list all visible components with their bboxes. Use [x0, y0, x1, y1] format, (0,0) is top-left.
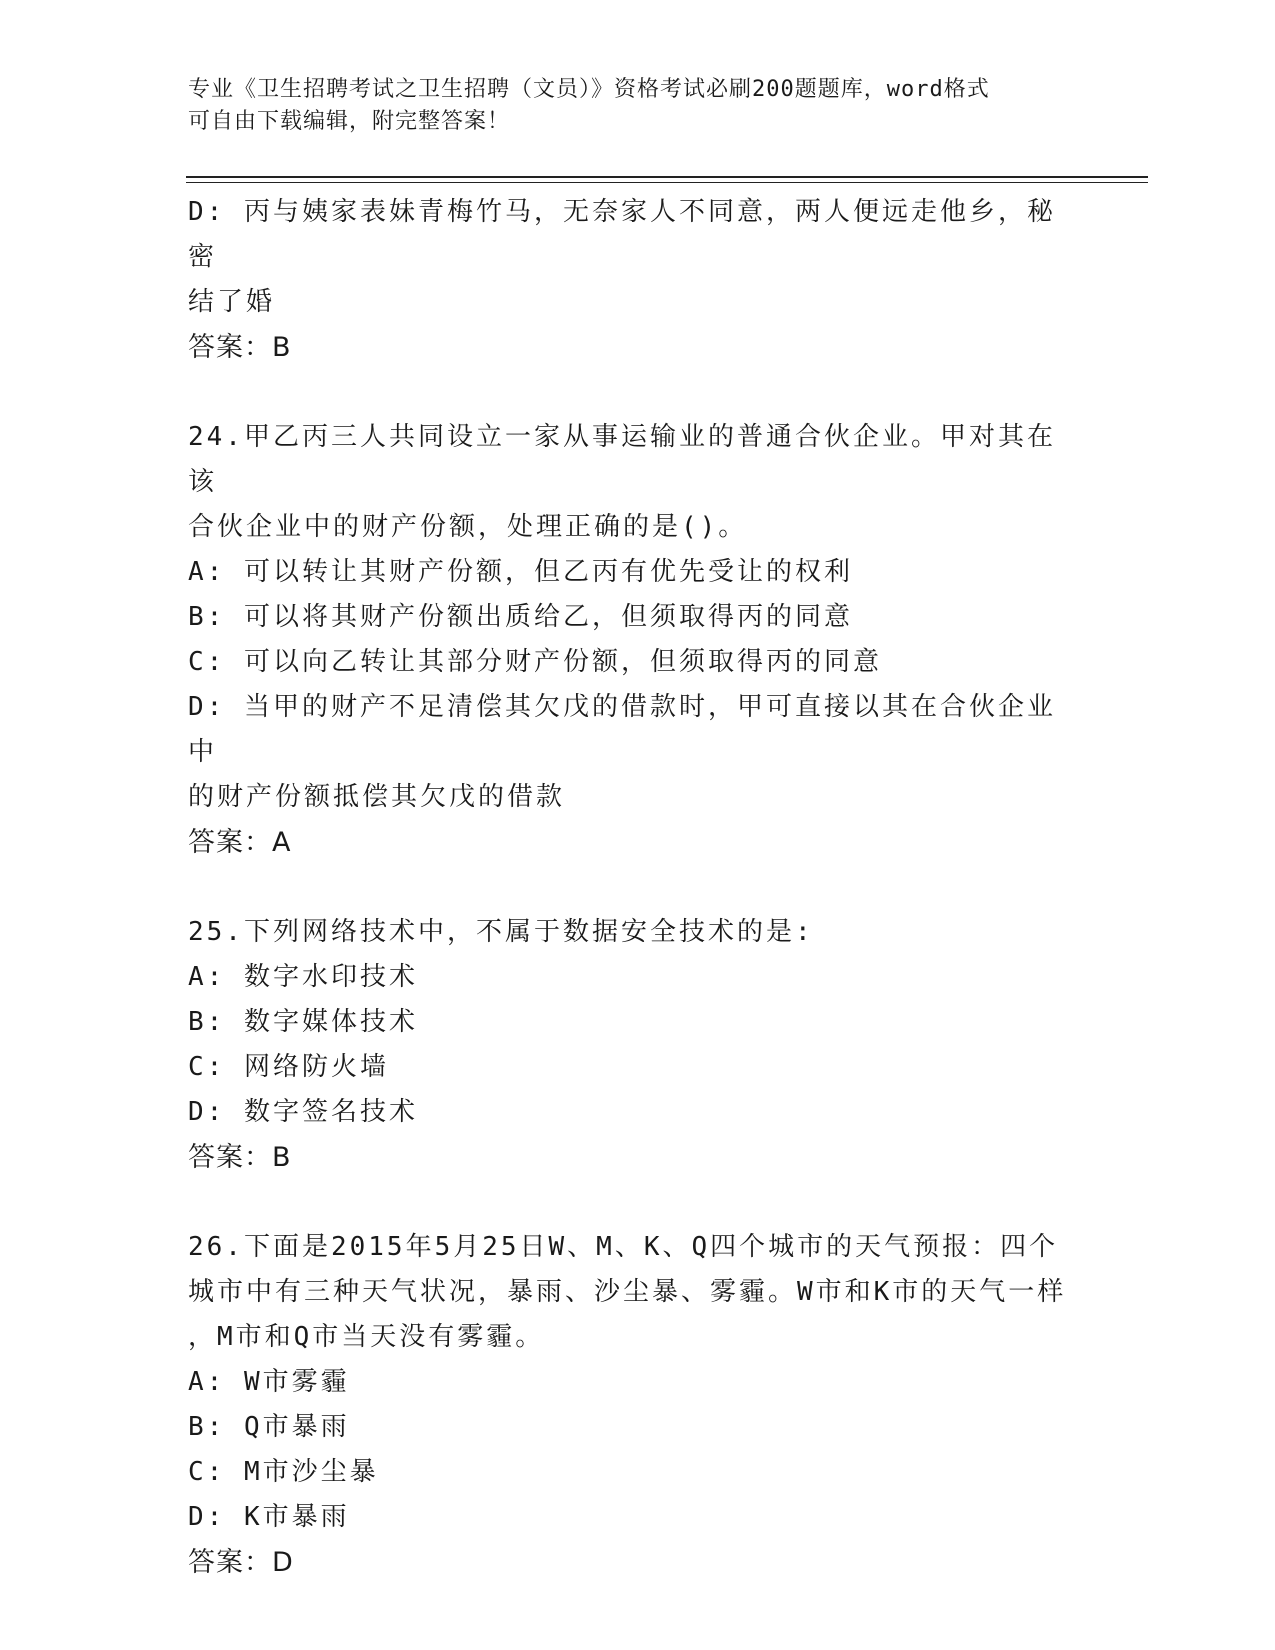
option-c: C: 可以向乙转让其部分财产份额，但须取得丙的同意 — [188, 647, 882, 677]
option-b: B: 数字媒体技术 — [188, 1007, 418, 1037]
question-stem-line-1: 24.甲乙丙三人共同设立一家从事运输业的普通合伙企业。甲对其在该 — [188, 422, 1056, 497]
option-d-line-2: 结了婚 — [188, 287, 276, 317]
question-stem-line-3: ，M市和Q市当天没有雾霾。 — [188, 1322, 545, 1352]
question-23-tail — [188, 190, 1078, 370]
option-c: C: M市沙尘暴 — [188, 1457, 379, 1487]
answer-text: 答案：A — [188, 827, 292, 858]
page-header — [188, 74, 1068, 138]
header-rule-thick — [186, 176, 1148, 178]
option-a: A: 可以转让其财产份额，但乙丙有优先受让的权利 — [188, 557, 853, 587]
question-stem: 25.下列网络技术中，不属于数据安全技术的是: — [188, 917, 814, 947]
question-stem-line-2: 城市中有三种天气状况，暴雨、沙尘暴、雾霾。W市和K市的天气一样 — [188, 1277, 1067, 1307]
answer-text: 答案：D — [188, 1547, 294, 1578]
header-line-2: 可自由下载编辑，附完整答案！ — [188, 109, 511, 134]
spacer — [188, 1180, 1078, 1225]
option-d: D: K市暴雨 — [188, 1502, 350, 1532]
option-b: B: Q市暴雨 — [188, 1412, 350, 1442]
question-stem-line-1: 26.下面是2015年5月25日W、M、K、Q四个城市的天气预报：四个 — [188, 1232, 1059, 1262]
option-d-line-1: D: 当甲的财产不足清偿其欠戊的借款时，甲可直接以其在合伙企业中 — [188, 692, 1056, 767]
question-26 — [188, 1225, 1078, 1585]
option-b: B: 可以将其财产份额出质给乙，但须取得丙的同意 — [188, 602, 853, 632]
header-line-1: 专业《卫生招聘考试之卫生招聘（文员）》资格考试必刷200题题库，word格式 — [188, 77, 990, 102]
option-a: A: 数字水印技术 — [188, 962, 418, 992]
question-stem-line-2: 合伙企业中的财产份额，处理正确的是()。 — [188, 512, 748, 542]
spacer — [188, 865, 1078, 910]
answer-text: 答案：B — [188, 1142, 292, 1173]
option-d-line-2: 的财产份额抵偿其欠戊的借款 — [188, 782, 566, 812]
option-c: C: 网络防火墙 — [188, 1052, 389, 1082]
spacer — [188, 370, 1078, 415]
option-d: D: 数字签名技术 — [188, 1097, 418, 1127]
question-24 — [188, 415, 1078, 865]
document-body — [188, 190, 1078, 1585]
question-25 — [188, 910, 1078, 1180]
option-a: A: W市雾霾 — [188, 1367, 350, 1397]
header-rule-thin — [186, 182, 1148, 183]
answer-text: 答案：B — [188, 332, 292, 363]
option-d-line-1: D: 丙与姨家表妹青梅竹马，无奈家人不同意，两人便远走他乡，秘密 — [188, 197, 1056, 272]
